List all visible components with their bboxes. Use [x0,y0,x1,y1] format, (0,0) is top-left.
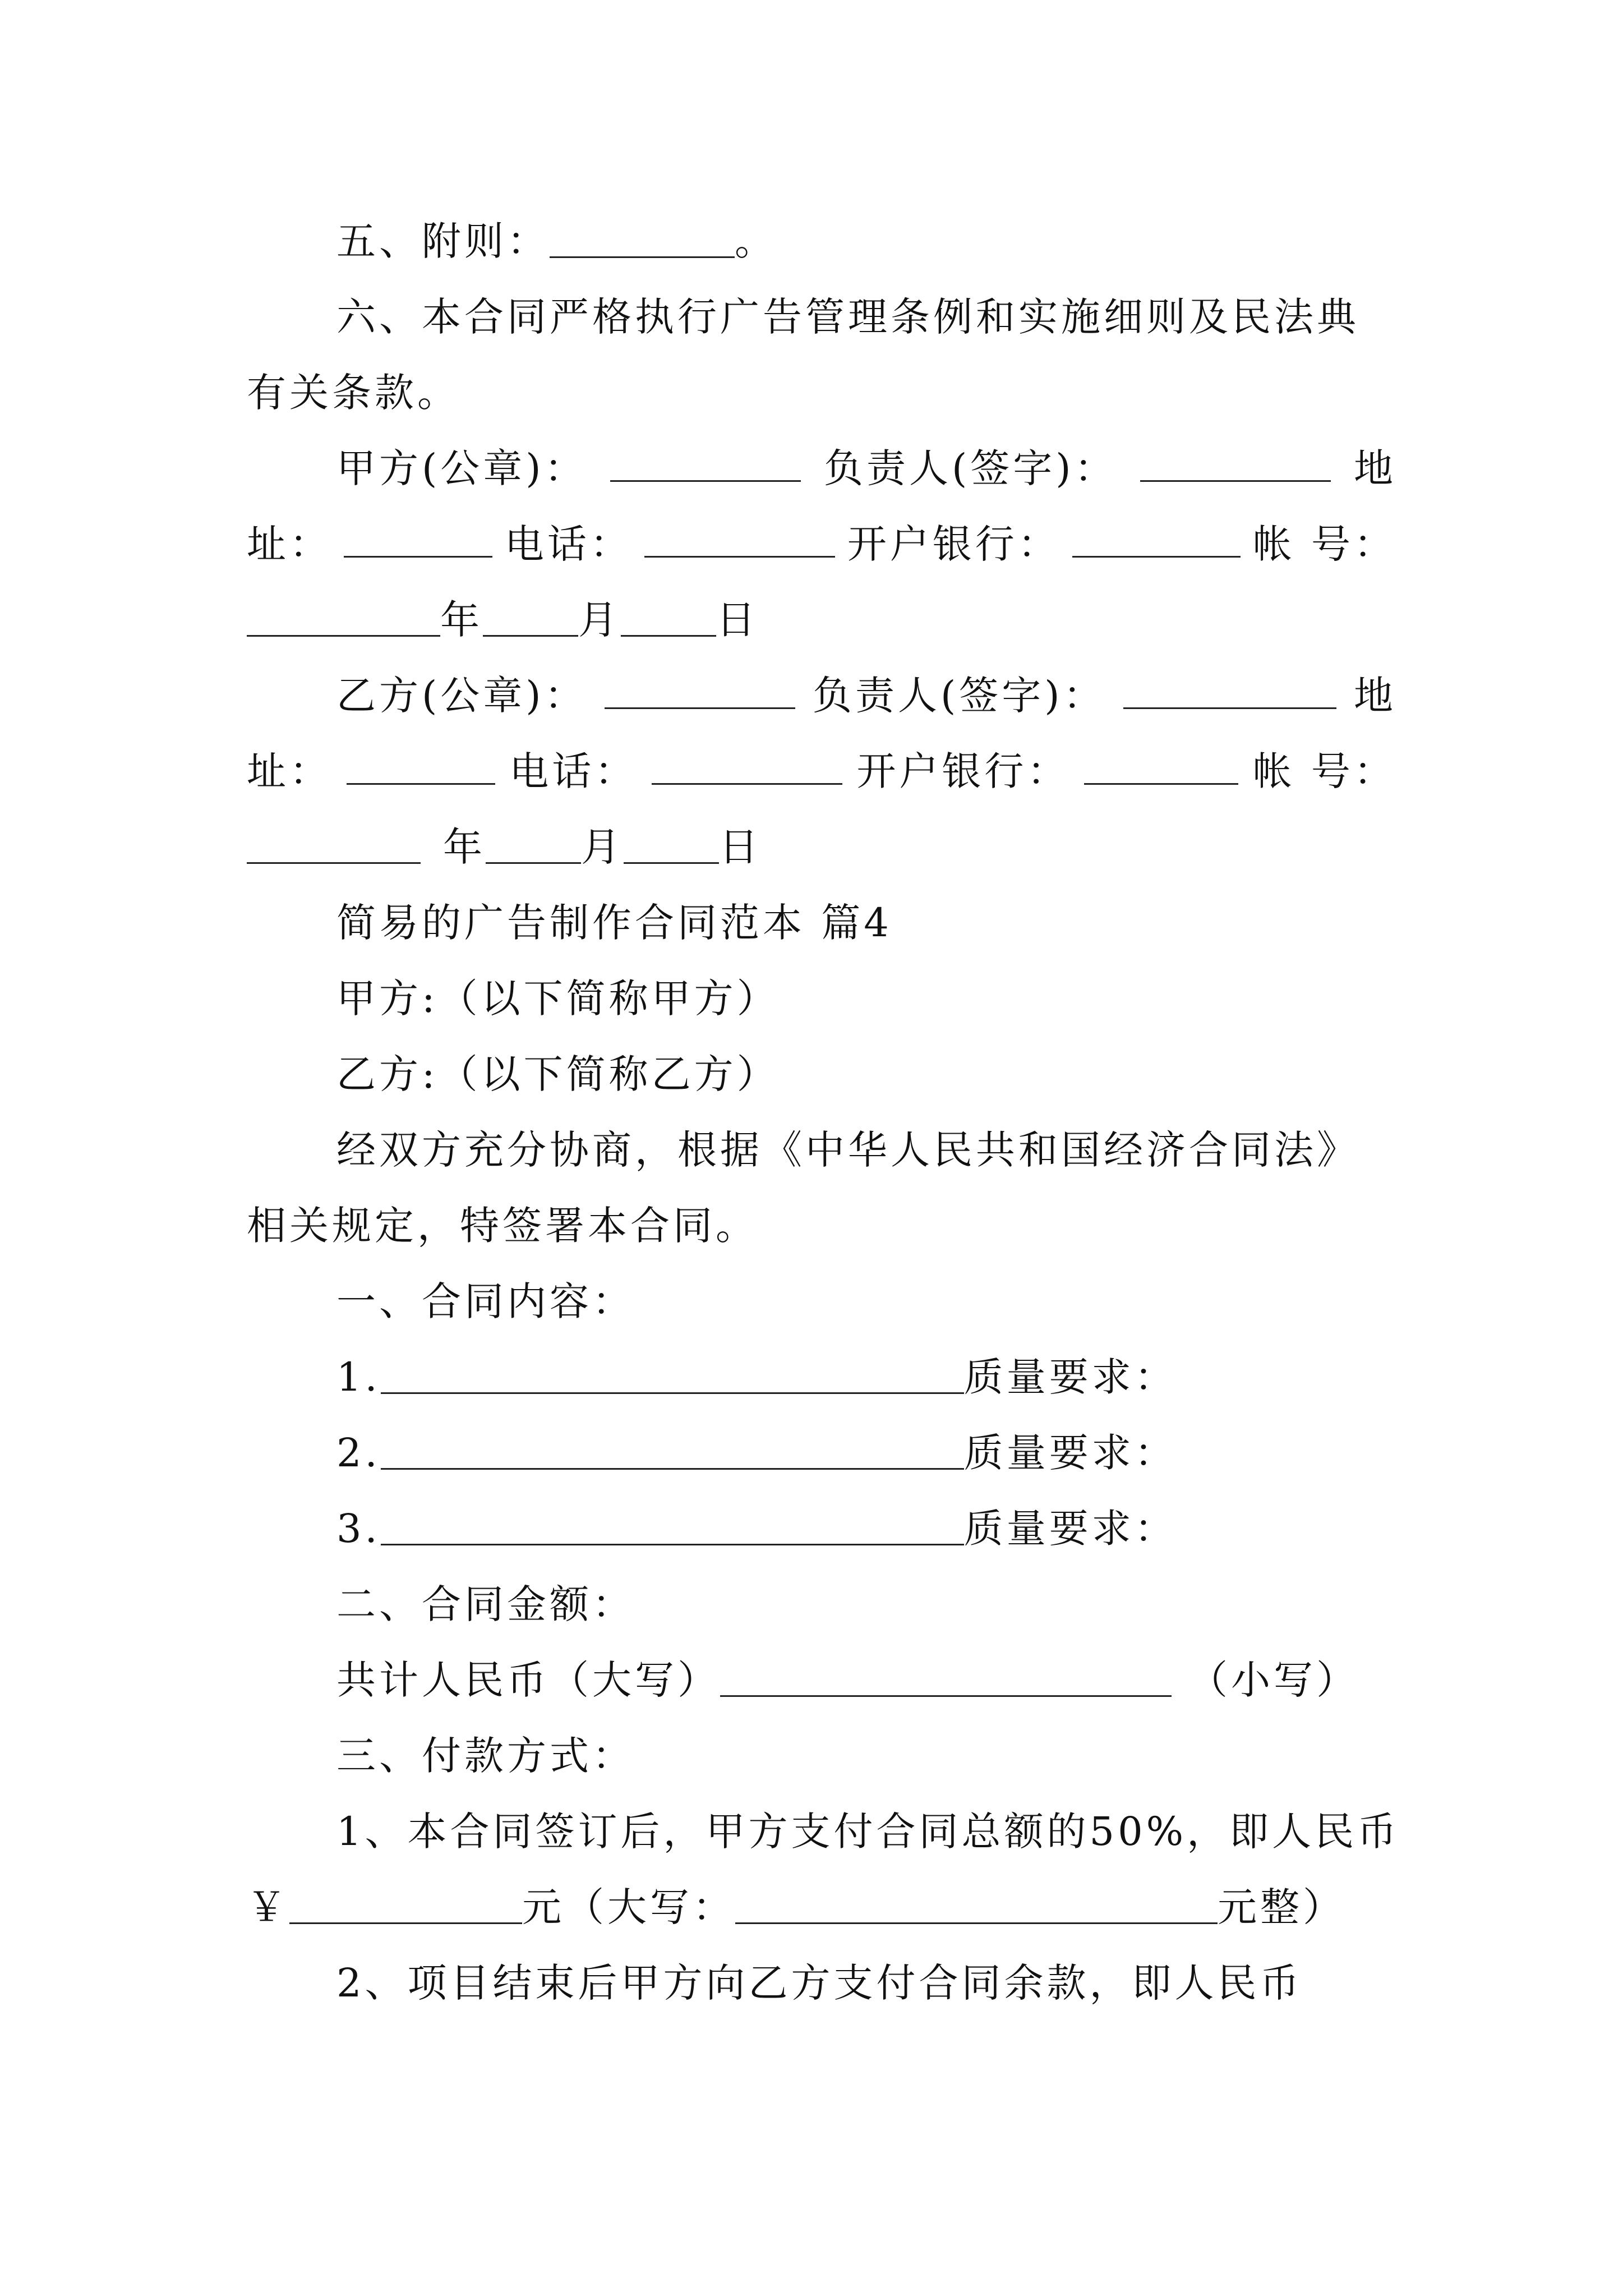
year-field[interactable] [247,600,440,637]
clause-1-heading: 一、合同内容： [336,1278,635,1324]
party-b-date-line: 年 月 日 [247,816,1396,878]
party-b-contact-line: 址： 电话： 开户银行： 帐 号： [247,748,1396,794]
day-field[interactable] [624,827,719,864]
clause-3-heading: 三、付款方式： [336,1733,635,1779]
clause-2-heading: 二、合同金额： [336,1581,635,1627]
party-b-address-field[interactable] [347,748,495,785]
content-item-1: 1. 质量要求： [336,1354,1177,1400]
clause-5-line: 五、附则： 。 [336,218,777,264]
content-item-field[interactable] [381,1509,964,1545]
payment-1-line: 1、本合同签订后，甲方支付合同总额的50%，即人民币 [336,1809,1400,1855]
payment-1-amount-line: ￥ 元（大写： 元整） [247,1884,1345,1930]
party-a-contact-line: 址： 电话： 开户银行： 帐 号： [247,521,1396,567]
month-field[interactable] [483,600,578,637]
section-heading: 简易的广告制作合同范本 篇4 [336,900,892,946]
clause-6-line: 六、本合同严格执行广告管理条例和实施细则及民法典 [336,294,1359,340]
content-item-field[interactable] [381,1433,964,1470]
content-item-2: 2. 质量要求： [336,1430,1177,1476]
party-b-bank-field[interactable] [1084,748,1238,785]
party-b-signature-line: 乙方(公章)： 负责人(签字)： 地 [336,673,1396,719]
content-item-3: 3. 质量要求： [336,1506,1177,1552]
month-field[interactable] [486,827,581,864]
year-field[interactable] [247,827,421,864]
preamble-line: 经双方充分协商，根据《中华人民共和国经济合同法》 [336,1127,1359,1173]
party-a-date-line: 年 月 日 [247,589,1396,651]
party-b-signer-field[interactable] [1123,673,1336,709]
party-b-seal-field[interactable] [605,673,795,709]
party-a-signature-line: 甲方(公章)： 负责人(签字)： 地 [336,445,1396,491]
payment-uppercase-field[interactable] [735,1888,1218,1924]
payment-amount-field[interactable] [289,1888,522,1924]
amount-uppercase-field[interactable] [720,1660,1172,1697]
party-a-intro: 甲方:（以下简称甲方） [336,976,780,1022]
content-item-field[interactable] [381,1358,964,1394]
payment-2-line: 2、项目结束后甲方向乙方支付合同余款，即人民币 [336,1960,1303,2006]
party-b-phone-field[interactable] [652,748,842,785]
party-a-bank-field[interactable] [1072,521,1241,558]
blank-field[interactable] [550,222,735,258]
party-a-phone-field[interactable] [644,521,835,558]
party-b-intro: 乙方:（以下简称乙方） [336,1051,780,1097]
party-a-seal-field[interactable] [610,445,801,482]
day-field[interactable] [621,600,716,637]
preamble-continuation: 相关规定，特签署本合同。 [247,1203,758,1249]
party-a-address-field[interactable] [344,521,492,558]
party-a-signer-field[interactable] [1140,445,1331,482]
amount-line: 共计人民币（大写） （小写） [336,1657,1359,1703]
clause-6-continuation: 有关条款。 [247,370,460,416]
